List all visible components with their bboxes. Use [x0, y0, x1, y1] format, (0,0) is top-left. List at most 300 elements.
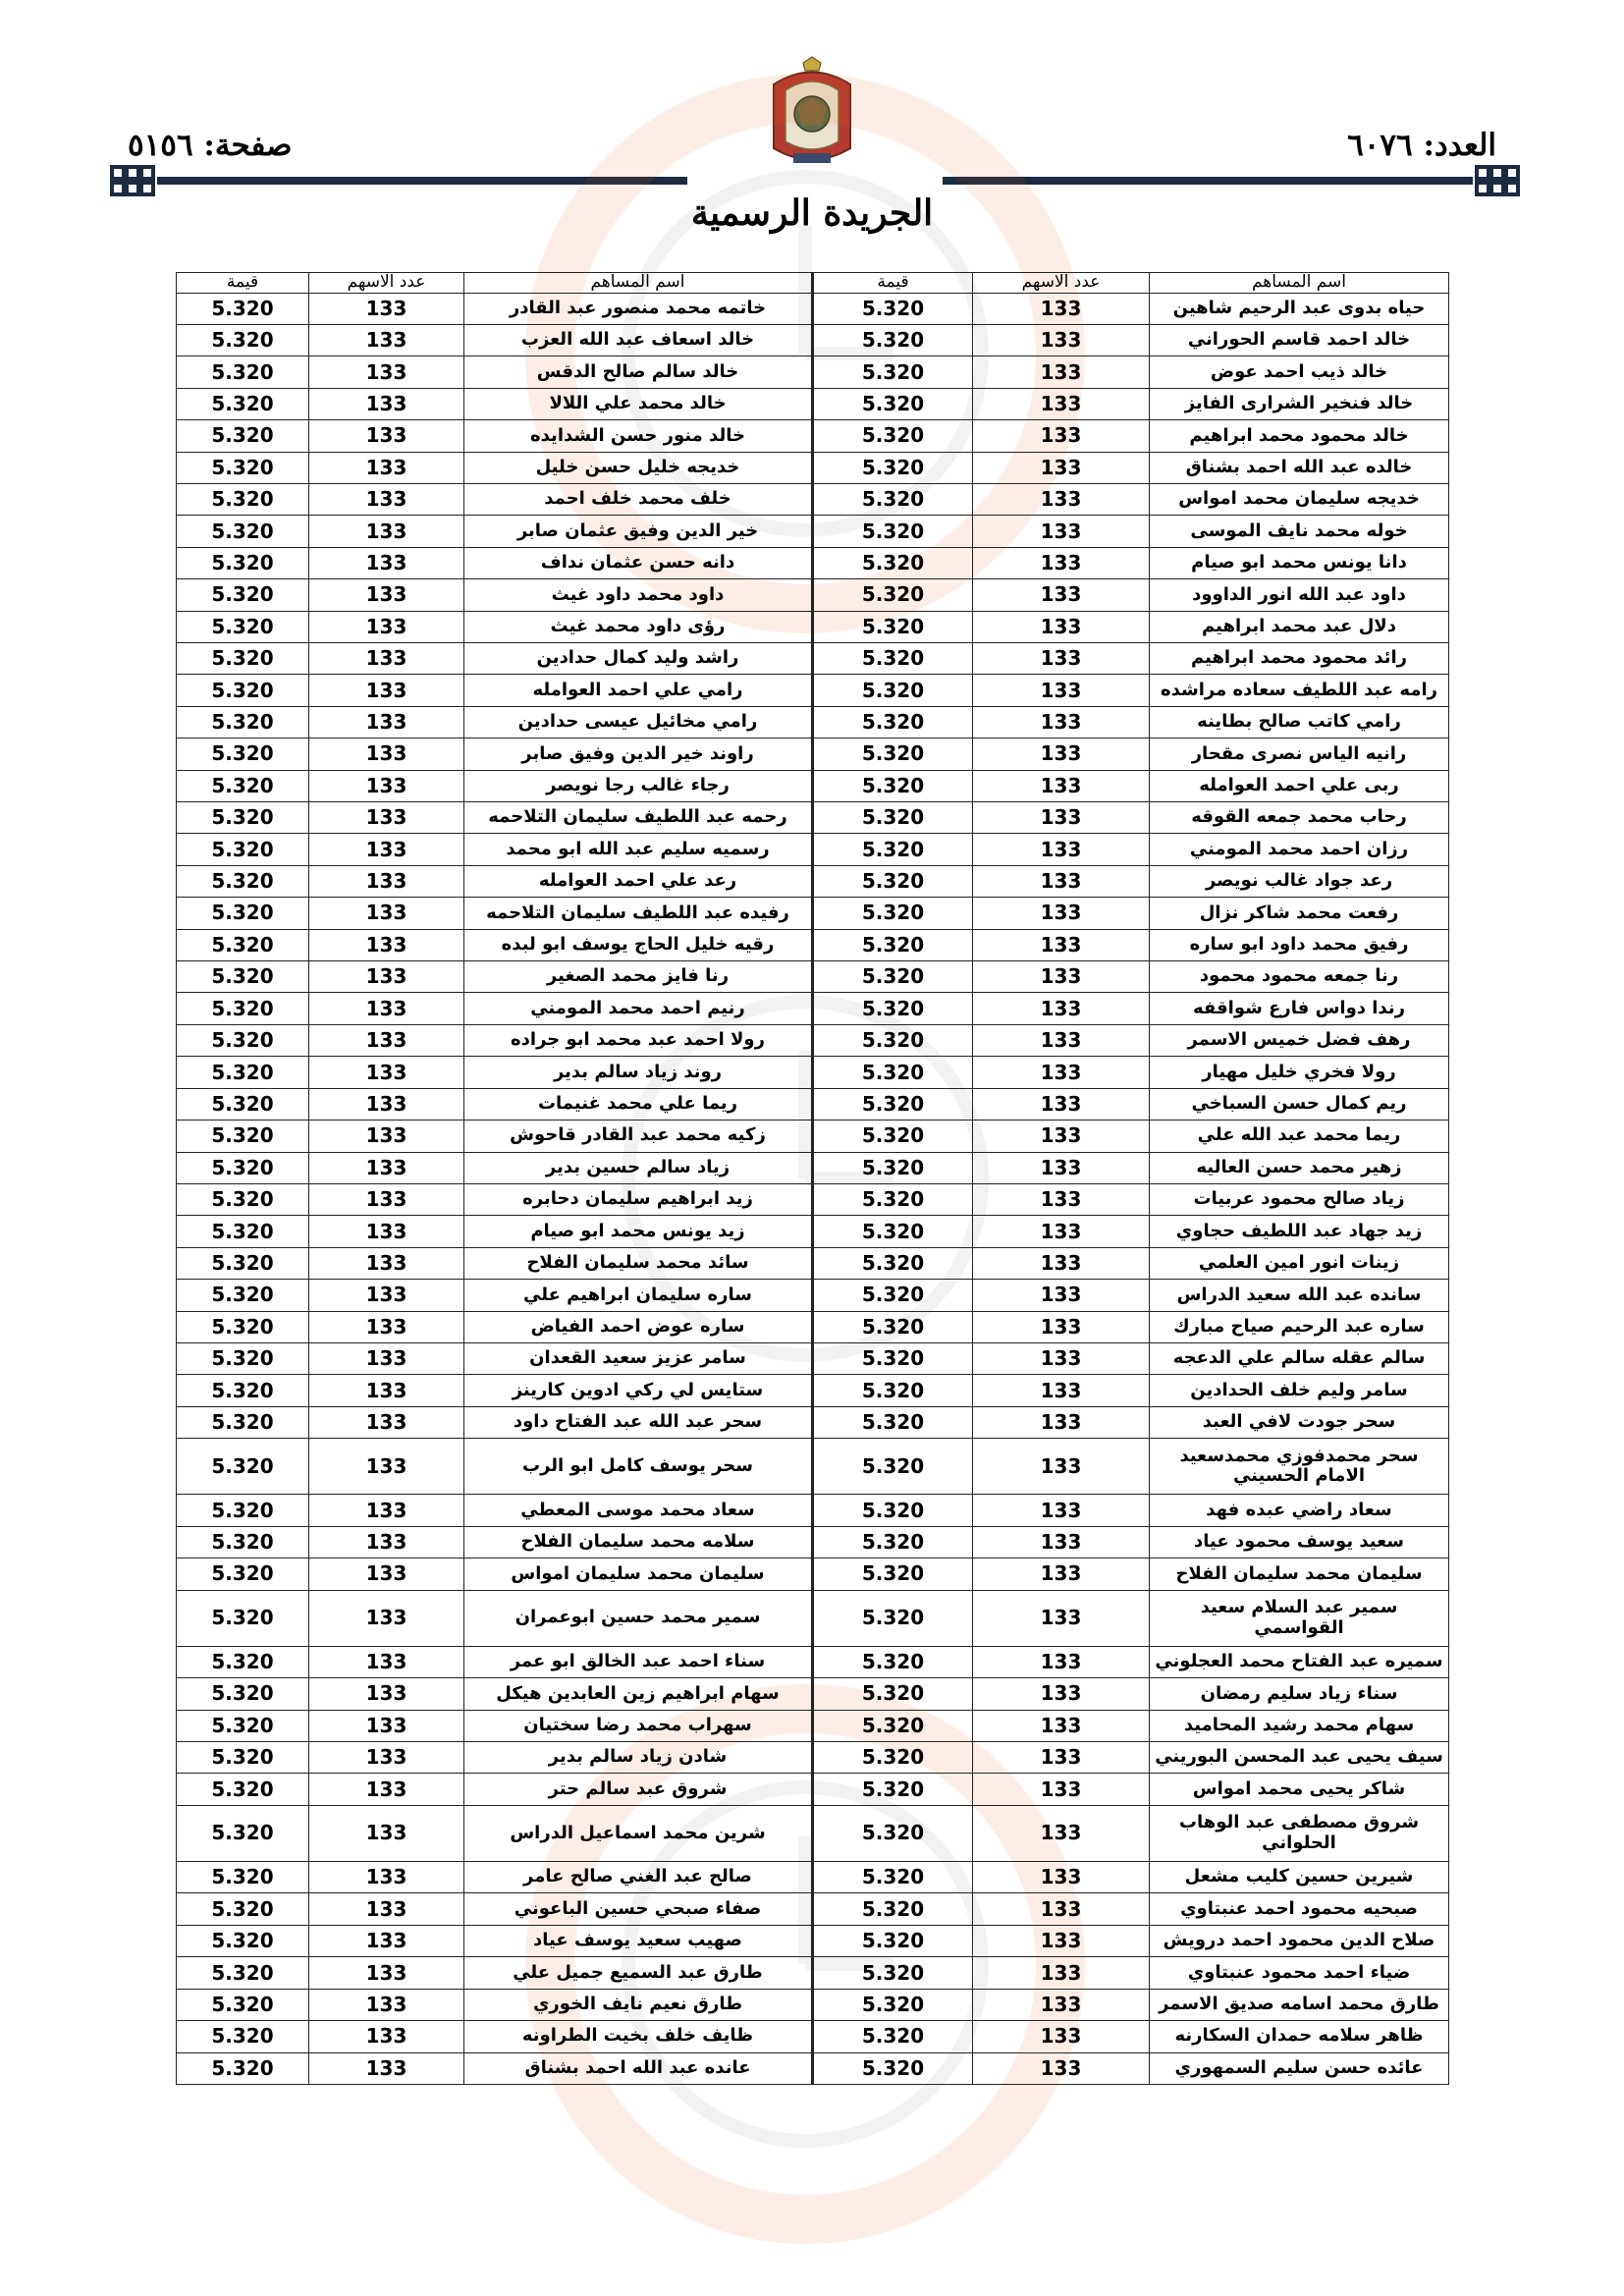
- share-count: 133: [309, 2052, 464, 2084]
- table-row: [177, 1495, 1449, 1526]
- shareholder-name: زيد جهاد عبد اللطيف حجاوي: [1150, 1216, 1449, 1247]
- share-value: 5.320: [813, 834, 973, 865]
- share-count: 133: [973, 1646, 1150, 1677]
- share-count: 133: [309, 483, 464, 515]
- share-value: 5.320: [813, 1406, 973, 1438]
- shareholder-name: زهير محمد حسن العاليه: [1150, 1152, 1449, 1183]
- shareholder-name: رفعت محمد شاكر نزال: [1150, 898, 1449, 929]
- share-value: 5.320: [177, 356, 309, 388]
- share-value: 5.320: [813, 388, 973, 419]
- share-value: 5.320: [813, 898, 973, 929]
- shareholder-name: خالد اسعاف عبد الله العزب: [464, 324, 813, 355]
- shareholder-name: صالح عبد الغني صالح عامر: [464, 1862, 813, 1893]
- share-count: 133: [973, 643, 1150, 675]
- shareholder-name: زياد سالم حسين بدير: [464, 1152, 813, 1183]
- shareholder-name: عانده عبد الله احمد بشناق: [464, 2052, 813, 2084]
- shareholder-name: شرين محمد اسماعيل الدراس: [464, 1805, 813, 1861]
- table-header-row: [177, 273, 1449, 294]
- share-count: 133: [309, 611, 464, 642]
- share-count: 133: [973, 1088, 1150, 1120]
- share-count: 133: [309, 898, 464, 929]
- table-row: [177, 1893, 1449, 1925]
- table-row: [177, 420, 1449, 452]
- share-count: 133: [973, 1057, 1150, 1088]
- share-value: 5.320: [177, 1024, 309, 1056]
- shareholder-name: داود محمد داود غيث: [464, 579, 813, 611]
- share-count: 133: [973, 1375, 1150, 1406]
- table-row: [177, 1862, 1449, 1893]
- share-count: 133: [309, 1406, 464, 1438]
- share-count: 133: [309, 452, 464, 483]
- shareholder-name: سحر يوسف كامل ابو الرب: [464, 1439, 813, 1495]
- share-count: 133: [973, 1247, 1150, 1279]
- column-header: عدد الاسهم: [973, 273, 1150, 294]
- share-count: 133: [973, 1280, 1150, 1311]
- column-header: اسم المساهم: [464, 273, 813, 294]
- share-value: 5.320: [177, 1862, 309, 1893]
- share-count: 133: [309, 1121, 464, 1152]
- share-value: 5.320: [177, 865, 309, 897]
- shareholder-name: سحر عبد الله عبد الفتاح داود: [464, 1406, 813, 1438]
- share-count: 133: [973, 1742, 1150, 1774]
- share-count: 133: [973, 834, 1150, 865]
- shareholder-name: دانا يونس محمد ابو صيام: [1150, 547, 1449, 578]
- table-row: [177, 1152, 1449, 1183]
- share-value: 5.320: [177, 1183, 309, 1215]
- share-value: 5.320: [177, 1774, 309, 1805]
- share-value: 5.320: [813, 738, 973, 770]
- share-count: 133: [309, 1957, 464, 1989]
- share-count: 133: [973, 1495, 1150, 1526]
- shareholder-name: سحر محمدفوزي محمدسعيد الامام الحسيني: [1150, 1439, 1449, 1495]
- share-value: 5.320: [177, 1742, 309, 1774]
- shareholder-name: رفيده عبد اللطيف سليمان التلاحمه: [464, 898, 813, 929]
- table-row: [177, 770, 1449, 801]
- share-value: 5.320: [813, 1280, 973, 1311]
- table-row: [177, 993, 1449, 1024]
- share-value: 5.320: [813, 547, 973, 578]
- share-count: 133: [973, 420, 1150, 452]
- share-value: 5.320: [177, 1925, 309, 1956]
- share-count: 133: [309, 1925, 464, 1956]
- share-count: 133: [309, 738, 464, 770]
- shareholder-name: رجاء غالب رجا نويصر: [464, 770, 813, 801]
- shareholder-name: خالد ذيب احمد عوض: [1150, 356, 1449, 388]
- share-count: 133: [309, 1152, 464, 1183]
- share-value: 5.320: [813, 1121, 973, 1152]
- shareholder-name: خديجه خليل حسن خليل: [464, 452, 813, 483]
- share-count: 133: [309, 420, 464, 452]
- share-value: 5.320: [813, 1805, 973, 1861]
- shareholder-name: سليمان محمد سليمان الفلاح: [1150, 1558, 1449, 1590]
- share-count: 133: [309, 1495, 464, 1526]
- share-value: 5.320: [177, 1311, 309, 1342]
- share-value: 5.320: [177, 516, 309, 547]
- table-row: [177, 1558, 1449, 1590]
- share-value: 5.320: [177, 898, 309, 929]
- share-count: 133: [973, 1526, 1150, 1558]
- table-row: [177, 898, 1449, 929]
- share-count: 133: [309, 1280, 464, 1311]
- share-count: 133: [309, 1774, 464, 1805]
- share-value: 5.320: [177, 1375, 309, 1406]
- share-value: 5.320: [177, 1152, 309, 1183]
- share-value: 5.320: [177, 1057, 309, 1088]
- share-value: 5.320: [813, 1742, 973, 1774]
- share-count: 133: [309, 1862, 464, 1893]
- share-value: 5.320: [177, 1216, 309, 1247]
- shareholder-name: رولا فخري خليل مهيار: [1150, 1057, 1449, 1088]
- shareholder-name: سامر وليم خلف الحدادين: [1150, 1375, 1449, 1406]
- share-count: 133: [973, 1710, 1150, 1741]
- share-count: 133: [309, 1311, 464, 1342]
- share-count: 133: [973, 324, 1150, 355]
- shareholder-name: رولا احمد عبد محمد ابو جراده: [464, 1024, 813, 1056]
- share-value: 5.320: [813, 611, 973, 642]
- shareholder-name: رنا جمعه محمود محمود: [1150, 961, 1449, 993]
- shareholder-name: حياه بدوى عبد الرحيم شاهين: [1150, 293, 1449, 324]
- share-value: 5.320: [177, 1526, 309, 1558]
- table-row: [177, 1216, 1449, 1247]
- share-count: 133: [973, 1805, 1150, 1861]
- shareholder-name: دلال عبد محمد ابراهيم: [1150, 611, 1449, 642]
- share-value: 5.320: [813, 865, 973, 897]
- share-value: 5.320: [813, 579, 973, 611]
- shareholder-name: سامر عزيز سعيد القعدان: [464, 1342, 813, 1374]
- share-count: 133: [973, 1216, 1150, 1247]
- table-row: [177, 675, 1449, 706]
- table-row: [177, 1742, 1449, 1774]
- table-row: [177, 452, 1449, 483]
- page-title: الجريدة الرسمية: [690, 192, 934, 234]
- shareholder-name: سعاد محمد موسى المعطي: [464, 1495, 813, 1526]
- share-value: 5.320: [813, 706, 973, 738]
- column-header: قيمة: [813, 273, 973, 294]
- shareholder-name: ريما علي محمد غنيمات: [464, 1088, 813, 1120]
- shareholder-name: زياد صالح محمود عربيات: [1150, 1183, 1449, 1215]
- shareholder-name: ريم كمال حسن السباخي: [1150, 1088, 1449, 1120]
- share-value: 5.320: [177, 324, 309, 355]
- table-row: [177, 1439, 1449, 1495]
- share-count: 133: [309, 1439, 464, 1495]
- column-header: عدد الاسهم: [309, 273, 464, 294]
- share-value: 5.320: [813, 1216, 973, 1247]
- share-value: 5.320: [177, 834, 309, 865]
- table-row: [177, 929, 1449, 960]
- share-count: 133: [973, 993, 1150, 1024]
- share-value: 5.320: [177, 420, 309, 452]
- table-row: [177, 1989, 1449, 2020]
- share-value: 5.320: [813, 1925, 973, 1956]
- table-row: [177, 865, 1449, 897]
- table-row: [177, 1590, 1449, 1646]
- shareholder-name: رائد محمود محمد ابراهيم: [1150, 643, 1449, 675]
- share-value: 5.320: [813, 2021, 973, 2052]
- share-value: 5.320: [177, 1121, 309, 1152]
- shareholder-name: زينات انور امين العلمي: [1150, 1247, 1449, 1279]
- table-row: [177, 1057, 1449, 1088]
- share-value: 5.320: [813, 1989, 973, 2020]
- share-count: 133: [973, 1152, 1150, 1183]
- share-value: 5.320: [813, 1152, 973, 1183]
- share-count: 133: [973, 929, 1150, 960]
- share-count: 133: [973, 1558, 1150, 1590]
- share-count: 133: [973, 1957, 1150, 1989]
- share-value: 5.320: [177, 738, 309, 770]
- shareholder-name: صبحيه محمود احمد عنبتاوي: [1150, 1893, 1449, 1925]
- share-value: 5.320: [813, 1375, 973, 1406]
- share-count: 133: [309, 356, 464, 388]
- page-header: [0, 0, 1624, 265]
- share-value: 5.320: [813, 1678, 973, 1710]
- share-value: 5.320: [177, 1495, 309, 1526]
- table-row: [177, 579, 1449, 611]
- share-value: 5.320: [813, 770, 973, 801]
- share-count: 133: [973, 2021, 1150, 2052]
- share-value: 5.320: [177, 611, 309, 642]
- shareholder-name: طارق محمد اسامه صديق الاسمر: [1150, 1989, 1449, 2020]
- share-value: 5.320: [813, 516, 973, 547]
- share-count: 133: [973, 1342, 1150, 1374]
- share-value: 5.320: [813, 483, 973, 515]
- share-value: 5.320: [813, 961, 973, 993]
- share-value: 5.320: [813, 356, 973, 388]
- share-count: 133: [309, 1710, 464, 1741]
- shareholder-name: رامي كاتب صالح بطاينه: [1150, 706, 1449, 738]
- shareholder-name: سهراب محمد رضا سختيان: [464, 1710, 813, 1741]
- share-value: 5.320: [813, 1342, 973, 1374]
- share-count: 133: [309, 993, 464, 1024]
- shareholder-name: طارق نعيم نايف الخوري: [464, 1989, 813, 2020]
- shareholder-name: صلاح الدين محمود احمد درويش: [1150, 1925, 1449, 1956]
- share-count: 133: [309, 834, 464, 865]
- header-rule-right: [943, 177, 1473, 185]
- share-count: 133: [309, 1057, 464, 1088]
- share-value: 5.320: [813, 324, 973, 355]
- share-count: 133: [973, 1893, 1150, 1925]
- share-value: 5.320: [177, 1280, 309, 1311]
- table-row: [177, 1774, 1449, 1805]
- share-count: 133: [973, 1925, 1150, 1956]
- shareholder-name: خديجه سليمان محمد امواس: [1150, 483, 1449, 515]
- shareholder-name: خالد محمد علي اللالا: [464, 388, 813, 419]
- shareholder-name: رهف فضل خميس الاسمر: [1150, 1024, 1449, 1056]
- shareholder-name: رنيم احمد محمد المومني: [464, 993, 813, 1024]
- share-value: 5.320: [177, 1342, 309, 1374]
- share-value: 5.320: [813, 1024, 973, 1056]
- shareholder-name: رندا دواس فارع شواقفه: [1150, 993, 1449, 1024]
- shareholder-name: ساره عبد الرحيم صياح مبارك: [1150, 1311, 1449, 1342]
- table-row: [177, 1375, 1449, 1406]
- share-value: 5.320: [813, 929, 973, 960]
- shareholder-name: رانيه الياس نصرى مقحار: [1150, 738, 1449, 770]
- share-value: 5.320: [177, 293, 309, 324]
- share-count: 133: [309, 516, 464, 547]
- share-count: 133: [973, 516, 1150, 547]
- table-row: [177, 547, 1449, 578]
- share-count: 133: [973, 611, 1150, 642]
- shareholder-name: داود عبد الله انور الداوود: [1150, 579, 1449, 611]
- table-row: [177, 324, 1449, 355]
- shareholder-name: ساره سليمان ابراهيم علي: [464, 1280, 813, 1311]
- share-value: 5.320: [177, 1646, 309, 1677]
- table-row: [177, 1280, 1449, 1311]
- shareholder-name: سناء زياد سليم رمضان: [1150, 1678, 1449, 1710]
- table-row: [177, 802, 1449, 834]
- shareholder-name: رؤى داود محمد غيث: [464, 611, 813, 642]
- table-row: [177, 1247, 1449, 1279]
- share-count: 133: [973, 1989, 1150, 2020]
- share-value: 5.320: [177, 1710, 309, 1741]
- share-count: 133: [309, 1247, 464, 1279]
- shareholder-name: سهام محمد رشيد المحاميد: [1150, 1710, 1449, 1741]
- share-value: 5.320: [177, 1590, 309, 1646]
- table-row: [177, 643, 1449, 675]
- shareholder-name: ظاهر سلامه حمدان السكارنه: [1150, 2021, 1449, 2052]
- shareholder-name: شروق مصطفى عبد الوهاب الحلواني: [1150, 1805, 1449, 1861]
- share-value: 5.320: [813, 1183, 973, 1215]
- share-value: 5.320: [177, 802, 309, 834]
- share-count: 133: [309, 1742, 464, 1774]
- coat-of-arms-icon: [764, 55, 860, 173]
- shareholder-name: سلامه محمد سليمان الفلاح: [464, 1526, 813, 1558]
- share-count: 133: [309, 1558, 464, 1590]
- share-value: 5.320: [177, 961, 309, 993]
- share-value: 5.320: [813, 1558, 973, 1590]
- shareholder-name: رامي مخائيل عيسى حدادين: [464, 706, 813, 738]
- table-row: [177, 1088, 1449, 1120]
- share-value: 5.320: [813, 420, 973, 452]
- share-value: 5.320: [813, 1311, 973, 1342]
- table-row: [177, 1121, 1449, 1152]
- share-value: 5.320: [177, 1957, 309, 1989]
- share-value: 5.320: [813, 1247, 973, 1279]
- table-row: [177, 1342, 1449, 1374]
- shareholder-name: خالد منور حسن الشدايده: [464, 420, 813, 452]
- shareholder-name: زيد ابراهيم سليمان دحابره: [464, 1183, 813, 1215]
- share-value: 5.320: [813, 1439, 973, 1495]
- share-value: 5.320: [813, 452, 973, 483]
- share-value: 5.320: [813, 1526, 973, 1558]
- share-count: 133: [309, 1989, 464, 2020]
- shareholder-name: خالده عبد الله احمد بشناق: [1150, 452, 1449, 483]
- shareholder-name: شادن زياد سالم بدير: [464, 1742, 813, 1774]
- shareholder-name: رامه عبد اللطيف سعاده مراشده: [1150, 675, 1449, 706]
- share-value: 5.320: [177, 547, 309, 578]
- shareholder-name: ساره عوض احمد الفياض: [464, 1311, 813, 1342]
- share-count: 133: [973, 706, 1150, 738]
- share-value: 5.320: [177, 483, 309, 515]
- shareholder-name: شاكر يحيى محمد امواس: [1150, 1774, 1449, 1805]
- shareholder-name: سناء احمد عبد الخالق ابو عمر: [464, 1646, 813, 1677]
- shareholder-name: سعاد راضي عبده فهد: [1150, 1495, 1449, 1526]
- share-count: 133: [973, 1590, 1150, 1646]
- share-count: 133: [973, 1024, 1150, 1056]
- shareholder-name: شروق عبد سالم حتر: [464, 1774, 813, 1805]
- share-value: 5.320: [813, 1710, 973, 1741]
- share-value: 5.320: [177, 1406, 309, 1438]
- table-row: [177, 388, 1449, 419]
- share-value: 5.320: [177, 388, 309, 419]
- shareholder-name: رحاب محمد جمعه القوقه: [1150, 802, 1449, 834]
- shareholder-name: رقيه خليل الحاج يوسف ابو لبده: [464, 929, 813, 960]
- share-value: 5.320: [177, 929, 309, 960]
- shareholder-name: سائد محمد سليمان الفلاح: [464, 1247, 813, 1279]
- share-value: 5.320: [177, 2021, 309, 2052]
- shareholder-name: سهام ابراهيم زين العابدين هيكل: [464, 1678, 813, 1710]
- share-count: 133: [309, 324, 464, 355]
- table-row: [177, 2021, 1449, 2052]
- share-count: 133: [309, 2021, 464, 2052]
- table-row: [177, 1925, 1449, 1956]
- shareholder-name: رعد جواد غالب نويصر: [1150, 865, 1449, 897]
- share-count: 133: [973, 865, 1150, 897]
- table-row: [177, 1311, 1449, 1342]
- share-value: 5.320: [177, 993, 309, 1024]
- shareholder-name: خالد سالم صالح الدقس: [464, 356, 813, 388]
- shareholder-name: رسميه سليم عبد الله ابو محمد: [464, 834, 813, 865]
- shareholder-name: ضياء احمد محمود عنبتاوي: [1150, 1957, 1449, 1989]
- share-count: 133: [973, 738, 1150, 770]
- share-count: 133: [973, 388, 1150, 419]
- table-row: [177, 1678, 1449, 1710]
- share-count: 133: [309, 293, 464, 324]
- share-count: 133: [309, 1375, 464, 1406]
- share-value: 5.320: [177, 452, 309, 483]
- table-body: [177, 293, 1449, 2084]
- share-count: 133: [309, 1590, 464, 1646]
- share-count: 133: [973, 802, 1150, 834]
- share-count: 133: [309, 1893, 464, 1925]
- share-count: 133: [973, 675, 1150, 706]
- table-row: [177, 961, 1449, 993]
- shareholder-name: زيد يونس محمد ابو صيام: [464, 1216, 813, 1247]
- share-value: 5.320: [813, 643, 973, 675]
- share-value: 5.320: [813, 1646, 973, 1677]
- share-count: 133: [973, 547, 1150, 578]
- share-count: 133: [973, 770, 1150, 801]
- shareholder-name: سيف يحيى عبد المحسن البوريني: [1150, 1742, 1449, 1774]
- share-value: 5.320: [813, 1957, 973, 1989]
- share-count: 133: [309, 1805, 464, 1861]
- share-count: 133: [973, 293, 1150, 324]
- share-count: 133: [309, 579, 464, 611]
- share-value: 5.320: [813, 1495, 973, 1526]
- share-count: 133: [973, 1311, 1150, 1342]
- share-count: 133: [309, 547, 464, 578]
- share-count: 133: [309, 1183, 464, 1215]
- shareholder-name: سالم عقله سالم علي الدعجه: [1150, 1342, 1449, 1374]
- table-row: [177, 516, 1449, 547]
- share-value: 5.320: [177, 1989, 309, 2020]
- shareholder-name: رزان احمد محمد المومني: [1150, 834, 1449, 865]
- table-row: [177, 1710, 1449, 1741]
- column-header: اسم المساهم: [1150, 273, 1449, 294]
- shareholder-name: راوند خير الدين وفيق صابر: [464, 738, 813, 770]
- header-rule-left: [157, 177, 687, 185]
- shareholder-name: سعيد يوسف محمود عياد: [1150, 1526, 1449, 1558]
- shareholder-name: رامي علي احمد العوامله: [464, 675, 813, 706]
- issue-number: العدد: ٦٠٧٦: [1347, 128, 1496, 163]
- share-value: 5.320: [813, 802, 973, 834]
- shareholder-name: راشد وليد كمال حدادين: [464, 643, 813, 675]
- shareholder-name: دانه حسن عثمان نداف: [464, 547, 813, 578]
- share-value: 5.320: [813, 1088, 973, 1120]
- shareholders-table: [176, 272, 1449, 2085]
- shareholder-name: سليمان محمد سليمان امواس: [464, 1558, 813, 1590]
- share-value: 5.320: [177, 579, 309, 611]
- shareholder-name: ستايس لي ركي ادوين كارينز: [464, 1375, 813, 1406]
